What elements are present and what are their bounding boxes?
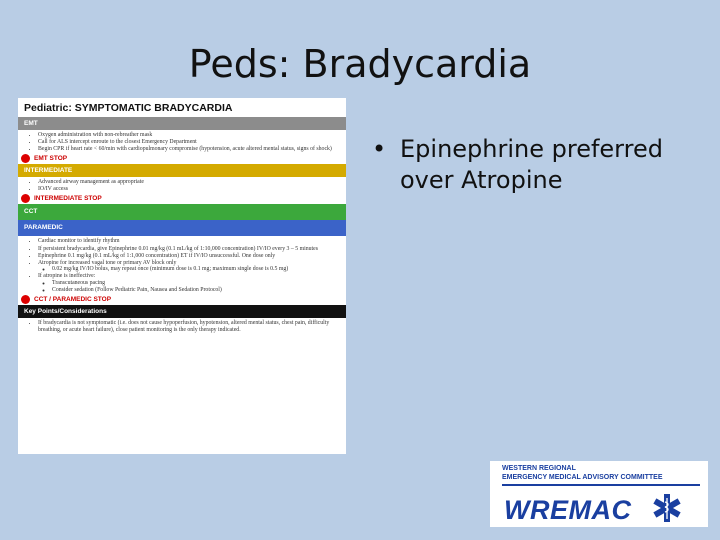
- intermediate-stop: INTERMEDIATE STOP: [18, 193, 346, 204]
- bullet-icon: •: [372, 135, 387, 163]
- intermediate-band: INTERMEDIATE: [18, 164, 346, 177]
- sub-item: ◦ Transcutaneous pacing: [52, 280, 340, 287]
- logo-line-2: EMERGENCY MEDICAL ADVISORY COMMITTEE: [502, 474, 663, 481]
- paramedic-band: PARAMEDIC: [18, 220, 346, 236]
- list-item: • Call for ALS intercept enroute to the closest Emergency Department: [38, 139, 340, 146]
- list-item: • If persistent bradycardia, give Epinephrine 0.01 mg/kg (0.1 mL/kg of 1:10,000 concentration) IV/IO every 3 – 5 minutes: [38, 246, 340, 253]
- cct-band: CCT: [18, 204, 346, 220]
- list-item: • Atropine for increased vagal tone or primary AV block only ◦ 0.02 mg/kg IV/IO bolus, may repeat once (minimum dose is 0.1 mg; maximum single dose is 0.5 mg): [38, 260, 340, 273]
- paramedic-list: [18, 236, 346, 293]
- stop-icon: [21, 194, 30, 203]
- protocol-image: [18, 98, 346, 454]
- emt-stop: EMT STOP: [18, 153, 346, 164]
- bullet-list: [372, 134, 692, 196]
- sub-item: ◦ Consider sedation (Follow Pediatric Pain, Nausea and Sedation Protocol): [52, 287, 340, 294]
- list-item: • If atropine is ineffective: ◦ Transcutaneous pacing ◦ Consider sedation (Follow Pediatric Pain, Nausea and Sedation Protocol): [38, 273, 340, 293]
- star-of-life-icon: [652, 493, 682, 523]
- emt-band: EMT: [18, 117, 346, 130]
- wremac-logo: [490, 461, 708, 527]
- stop-icon: [21, 295, 30, 304]
- slide-title: Peds: Bradycardia: [188, 42, 532, 86]
- logo-line-1: WESTERN REGIONAL: [502, 465, 576, 472]
- key-points-band: Key Points/Considerations: [18, 305, 346, 318]
- bullet-text: Epinephrine preferred over Atropine: [400, 135, 663, 194]
- key-points-list: [18, 318, 346, 333]
- protocol-title: Pediatric: SYMPTOMATIC BRADYCARDIA: [24, 102, 233, 114]
- list-item: • If bradycardia is not symptomatic (i.e. does not cause hypoperfusion, hypotension, altered mental status, chest pain, difficulty breathing, or acute heart failure), close patient monitoring is the only therapy indicated.: [38, 320, 340, 333]
- stop-icon: [21, 154, 30, 163]
- list-item: • Epinephrine 0.1 mg/kg (0.1 mL/kg of 1:1,000 concentration) ET if IV/IO unsuccessful. One dose only: [38, 253, 340, 260]
- paramedic-stop: CCT / PARAMEDIC STOP: [18, 294, 346, 305]
- list-item: • IO/IV access: [38, 186, 340, 193]
- emt-list: [18, 130, 346, 153]
- intermediate-list: [18, 177, 346, 193]
- logo-wordmark: WREMAC: [504, 495, 632, 525]
- list-item: • Begin CPR if heart rate < 60/min with cardiopulmonary compromise (hypotension, acute altered mental status, signs of shock): [38, 146, 340, 153]
- logo-rule: [502, 484, 700, 486]
- list-item: • Advanced airway management as appropriate: [38, 179, 340, 186]
- list-item: • Cardiac monitor to identify rhythm: [38, 238, 340, 245]
- list-item: • Oxygen administration with non-rebreather mask: [38, 132, 340, 139]
- sub-item: ◦ 0.02 mg/kg IV/IO bolus, may repeat once (minimum dose is 0.1 mg; maximum single dose is 0.5 mg): [52, 266, 340, 273]
